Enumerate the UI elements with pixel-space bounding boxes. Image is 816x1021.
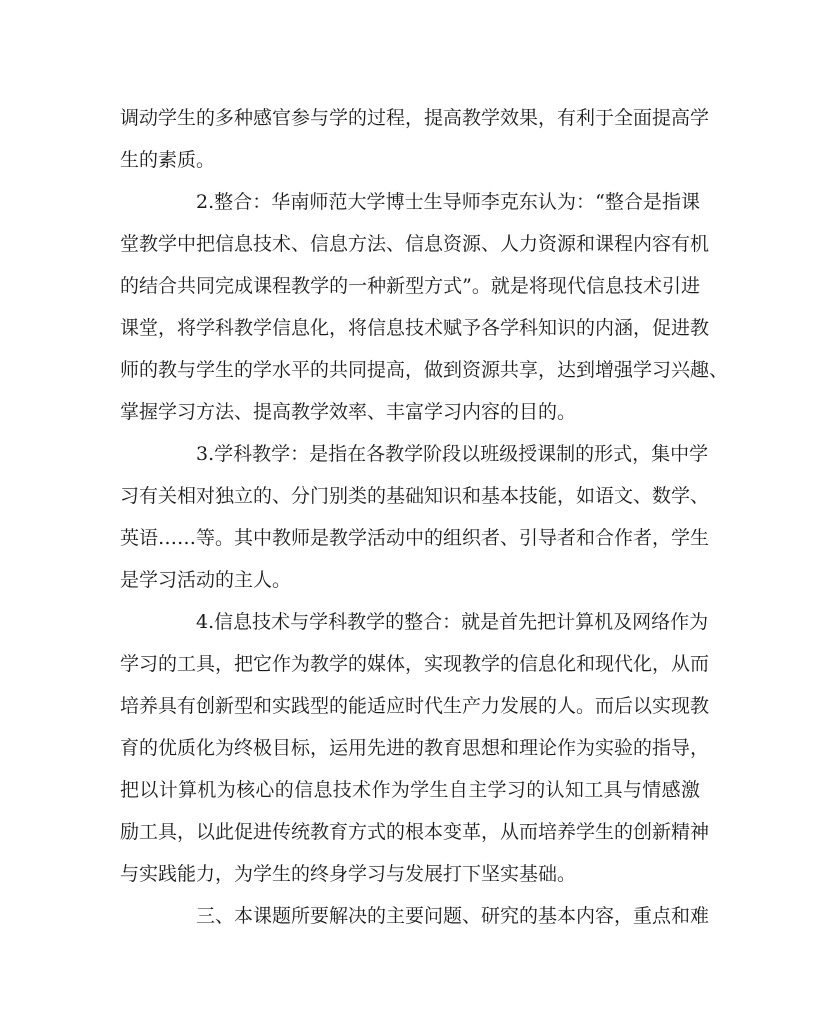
paragraph-line: 调动学生的多种感官参与学的过程，提高教学效果，有利于全面提高学 — [120, 107, 710, 129]
paragraph-line: 掌握学习方法、提高教学效率、丰富学习内容的目的。 — [120, 401, 577, 423]
paragraph-line: 是学习活动的主人。 — [120, 569, 292, 591]
paragraph-line: 培养具有创新型和实践型的能适应时代生产力发展的人。而后以实现教 — [120, 695, 710, 717]
paragraph-line: 习有关相对独立的、分门别类的基础知识和基本技能，如语文、数学、 — [120, 485, 710, 507]
section-heading-line: 三、本课题所要解决的主要问题、研究的基本内容，重点和难 — [196, 905, 710, 927]
paragraph-line: 生的素质。 — [120, 149, 216, 171]
paragraph-line: 堂教学中把信息技术、信息方法、信息资源、人力资源和课程内容有机 — [120, 233, 710, 255]
paragraph-line: 课堂，将学科教学信息化，将信息技术赋予各学科知识的内涵，促进教 — [120, 317, 710, 339]
paragraph-line: 与实践能力，为学生的终身学习与发展打下坚实基础。 — [120, 863, 577, 885]
paragraph-line: 励工具，以此促进传统教育方式的根本变革，从而培养学生的创新精神 — [120, 821, 710, 843]
paragraph-line: 学习的工具，把它作为教学的媒体，实现教学的信息化和现代化，从而 — [120, 653, 710, 675]
paragraph-line: 英语……等。其中教师是教学活动中的组织者、引导者和合作者，学生 — [120, 527, 710, 549]
paragraph-line: 把以计算机为核心的信息技术作为学生自主学习的认知工具与情感激 — [120, 779, 700, 801]
paragraph-line: 3.学科教学：是指在各教学阶段以班级授课制的形式，集中学 — [196, 443, 709, 465]
paragraph-line: 师的教与学生的学水平的共同提高，做到资源共享，达到增强学习兴趣、 — [120, 359, 729, 381]
paragraph-line: 的结合共同完成课程教学的一种新型方式”。就是将现代信息技术引进 — [120, 275, 700, 297]
paragraph-line: 4.信息技术与学科教学的整合：就是首先把计算机及网络作为 — [196, 611, 709, 633]
paragraph-line: 育的优质化为终极目标，运用先进的教育思想和理论作为实验的指导， — [120, 737, 710, 759]
paragraph-line: 2.整合：华南师范大学博士生导师李克东认为：“整合是指课 — [196, 191, 700, 213]
